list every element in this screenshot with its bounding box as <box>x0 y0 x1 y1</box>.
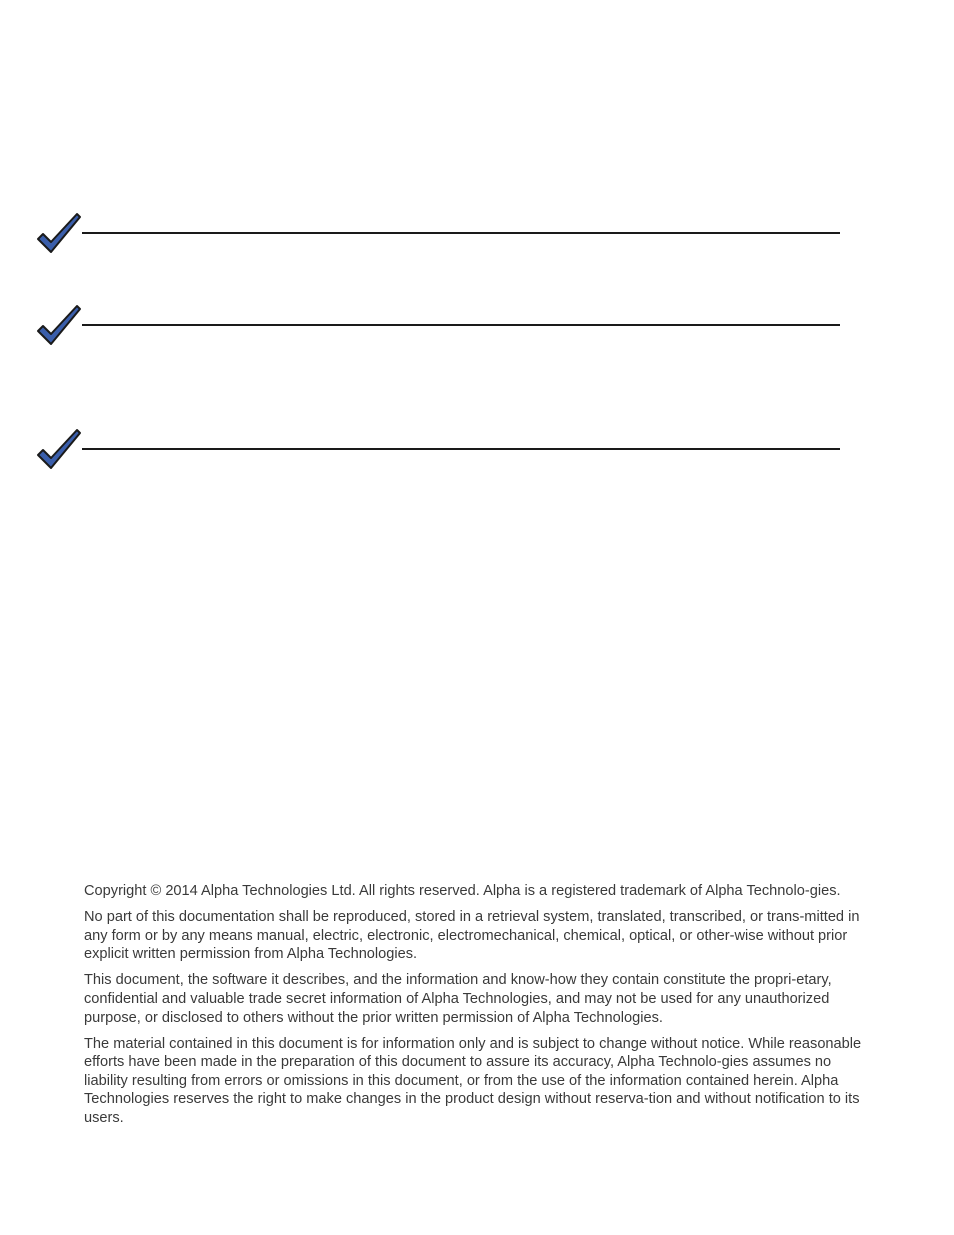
checklist-item <box>34 302 840 346</box>
reproduction-paragraph: No part of this documentation shall be reproduced, stored in a retrieval system, translated, transcribed, or trans-mitted in any form or by any means manual, electric, electronic, electromechanical, chemical, optical, or other-wise without prior explicit written permission from Alpha Technologies. <box>84 909 860 963</box>
legal-notice <box>84 882 876 1135</box>
checklist-rule <box>82 324 840 326</box>
checklist-rule <box>82 232 840 234</box>
checklist-item <box>34 210 840 254</box>
copyright-paragraph: Copyright © 2014 Alpha Technologies Ltd. All rights reserved. Alpha is a registered trademark of Alpha Technolo-gies. <box>84 883 841 899</box>
checklist-item <box>34 426 840 470</box>
checkmark-icon <box>34 302 84 346</box>
disclaimer-paragraph: The material contained in this document is for information only and is subject to change without notice. While reasonable efforts have been made in the preparation of this document to assure its accuracy, Alpha Technolo-gies assumes no liability resulting from errors or omissions in this document, or from the use of the information contained herein. Alpha Technologies reserves the right to make changes in the product design without reserva-tion and without notification to its users. <box>84 1035 862 1127</box>
checkmark-icon <box>34 426 84 470</box>
proprietary-paragraph: This document, the software it describes, and the information and know-how they contain constitute the propri-etary, confidential and valuable trade secret information of Alpha Technologies, and may not be used for any unauthorized purpose, or disclosed to others without the prior written permission of Alpha Technologies. <box>84 972 832 1026</box>
checkmark-icon <box>34 210 84 254</box>
checklist-rule <box>82 448 840 450</box>
